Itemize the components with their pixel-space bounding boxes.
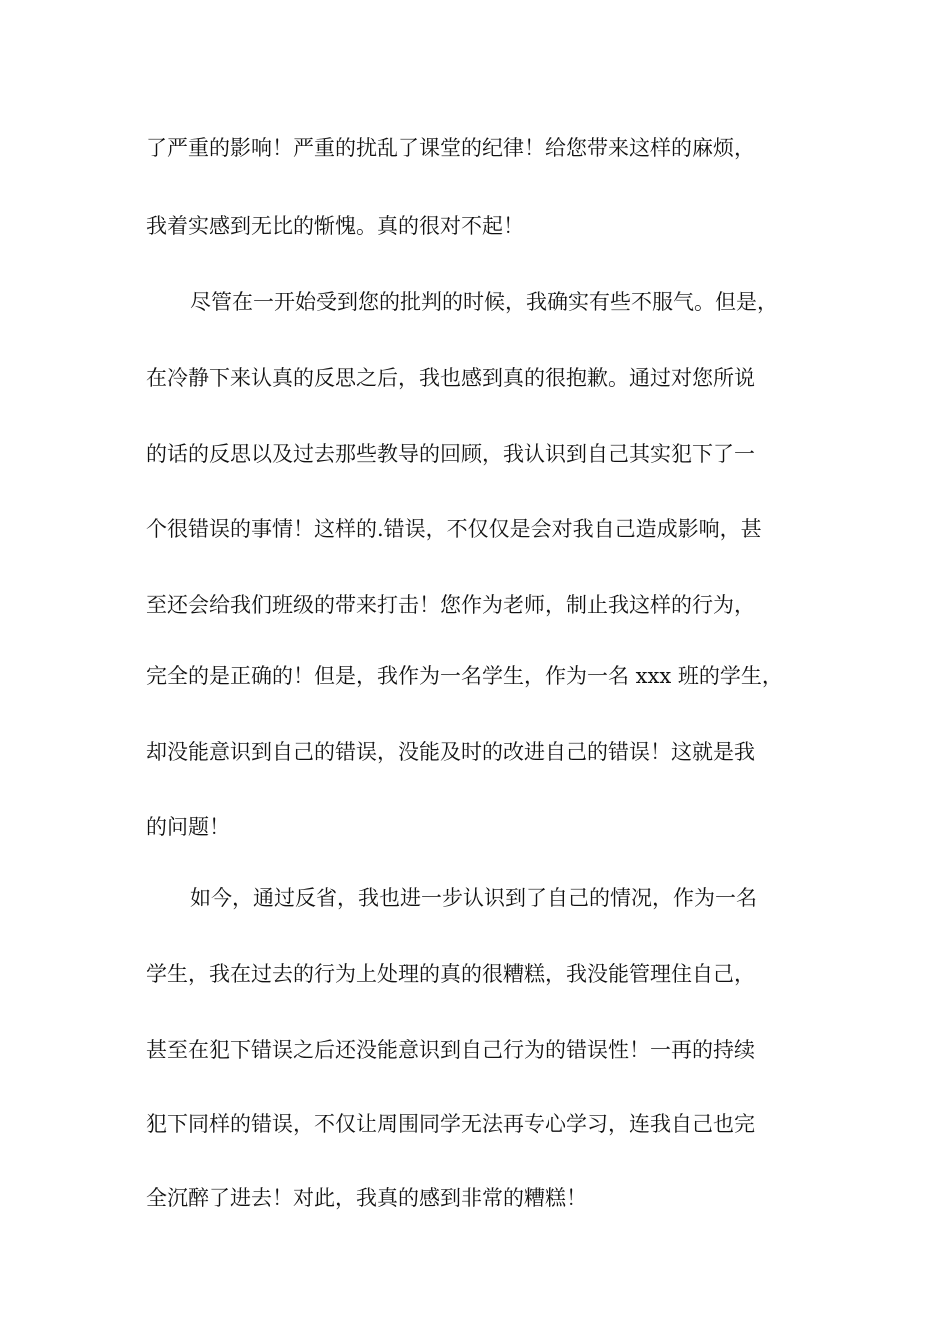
text-line: 我着实感到无比的惭愧。真的很对不起！ xyxy=(146,214,524,238)
text-line: 了严重的影响！严重的扰乱了课堂的纪律！给您带来这样的麻烦， xyxy=(146,136,755,160)
text-line: 在冷静下来认真的反思之后，我也感到真的很抱歉。通过对您所说 xyxy=(146,366,755,390)
text-line: 至还会给我们班级的带来打击！您作为老师，制止我这样的行为， xyxy=(146,593,755,617)
paragraph-start-line: 尽管在一开始受到您的批判的时候，我确实有些不服气。但是， xyxy=(190,290,778,314)
text-line: 的问题！ xyxy=(146,815,230,839)
text-line: 学生，我在过去的行为上处理的真的很糟糕，我没能管理住自己， xyxy=(146,962,755,986)
text-line: 甚至在犯下错误之后还没能意识到自己行为的错误性！一再的持续 xyxy=(146,1038,755,1062)
text-line: 个很错误的事情！这样的.错误，不仅仅是会对我自己造成影响，甚 xyxy=(146,517,762,541)
text-line: 完全的是正确的！但是，我作为一名学生，作为一名 xxx 班的学生， xyxy=(146,664,783,688)
text-line: 犯下同样的错误，不仅让周围同学无法再专心学习，连我自己也完 xyxy=(146,1112,755,1136)
text-line: 的话的反思以及过去那些教导的回顾，我认识到自己其实犯下了一 xyxy=(146,442,755,466)
text-line: 却没能意识到自己的错误，没能及时的改进自己的错误！这就是我 xyxy=(146,740,755,764)
paragraph-start-line: 如今，通过反省，我也进一步认识到了自己的情况，作为一名 xyxy=(190,886,757,910)
text-line: 全沉醉了进去！对此，我真的感到非常的糟糕！ xyxy=(146,1186,587,1210)
